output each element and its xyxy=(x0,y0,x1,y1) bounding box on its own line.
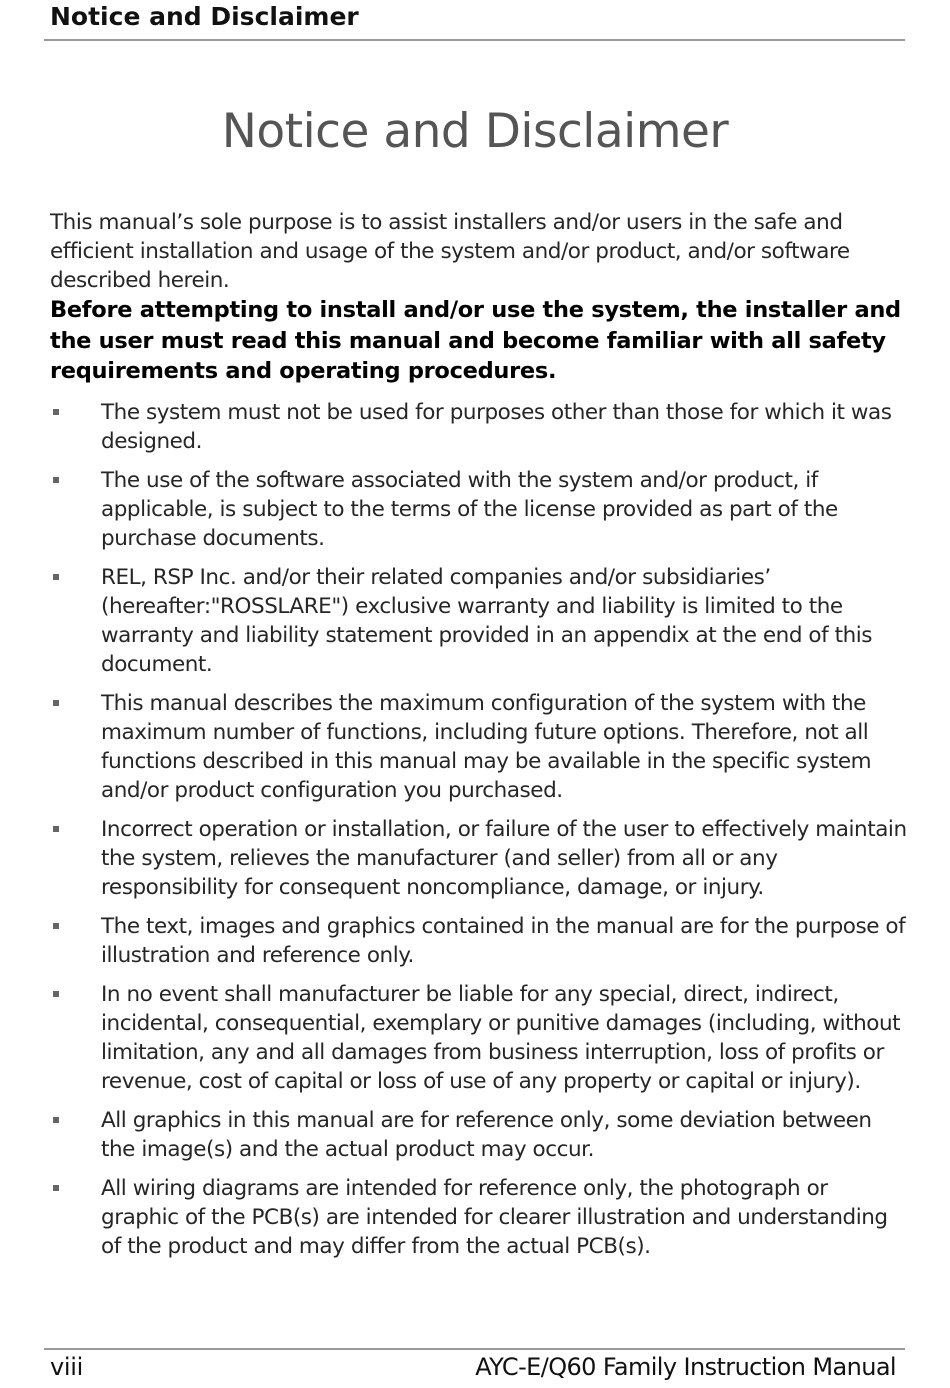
list-item-text: All wiring diagrams are intended for reference only, the photograph or graphic of the PCB(s) are intended for clearer illustration and understanding of the product and may differ from the actual PCB(s). xyxy=(101,1176,888,1259)
square-bullet-icon xyxy=(53,700,59,706)
manual-title: AYC-E/Q60 Family Instruction Manual xyxy=(475,1353,896,1381)
square-bullet-icon xyxy=(53,1117,59,1123)
safety-warning: Before attempting to install and/or use the system, the installer and the user must read this manual and become familiar with all safety requirements and operating procedures. xyxy=(50,297,901,384)
list-item-text: Incorrect operation or installation, or failure of the user to effectively maintain the system, relieves the manufacturer (and seller) from all or any responsibility for consequent noncompliance, damage, or injury. xyxy=(101,817,907,900)
running-header: Notice and Disclaimer xyxy=(50,2,359,31)
list-item xyxy=(50,466,910,553)
intro-paragraph: This manual’s sole purpose is to assist installers and/or users in the safe and efficient installation and usage of the system and/or product, and/or software described herein. xyxy=(50,210,850,293)
list-item xyxy=(50,912,910,970)
list-item-text: The use of the software associated with the system and/or product, if applicable, is subject to the terms of the license provided as part of the purchase documents. xyxy=(101,468,838,551)
list-item xyxy=(50,1174,910,1261)
square-bullet-icon xyxy=(53,1185,59,1191)
list-item-text: In no event shall manufacturer be liable for any special, direct, indirect, incidental, consequential, exemplary or punitive damages (including, without limitation, any and all damages from business interruption, loss of profits or revenue, cost of capital or loss of use of any property or capital or injury). xyxy=(101,982,901,1094)
list-item-text: The system must not be used for purposes other than those for which it was designed. xyxy=(101,400,892,454)
list-item-text: REL, RSP Inc. and/or their related companies and/or subsidiaries’ (hereafter:"ROSSLARE") exclusive warranty and liability is limited to the warranty and liability statement provided in an appendix at the end of this document. xyxy=(101,565,873,677)
list-item-text: This manual describes the maximum configuration of the system with the maximum number of functions, including future options. Therefore, not all functions described in this manual may be available in the specific system and/or product configuration you purchased. xyxy=(101,691,872,803)
list-item xyxy=(50,563,910,679)
page-number: viii xyxy=(50,1353,84,1381)
page-title: Notice and Disclaimer xyxy=(221,104,729,159)
square-bullet-icon xyxy=(53,574,59,580)
list-item xyxy=(50,1106,910,1164)
square-bullet-icon xyxy=(53,991,59,997)
square-bullet-icon xyxy=(53,409,59,415)
list-item xyxy=(50,815,910,902)
disclaimer-list xyxy=(50,398,910,1271)
list-item xyxy=(50,980,910,1096)
square-bullet-icon xyxy=(53,826,59,832)
square-bullet-icon xyxy=(53,477,59,483)
list-item xyxy=(50,398,910,456)
square-bullet-icon xyxy=(53,923,59,929)
list-item xyxy=(50,689,910,805)
header-divider xyxy=(44,39,905,41)
footer-divider xyxy=(44,1348,905,1350)
list-item-text: The text, images and graphics contained in the manual are for the purpose of illustration and reference only. xyxy=(101,914,906,968)
list-item-text: All graphics in this manual are for reference only, some deviation between the image(s) and the actual product may occur. xyxy=(101,1108,872,1162)
